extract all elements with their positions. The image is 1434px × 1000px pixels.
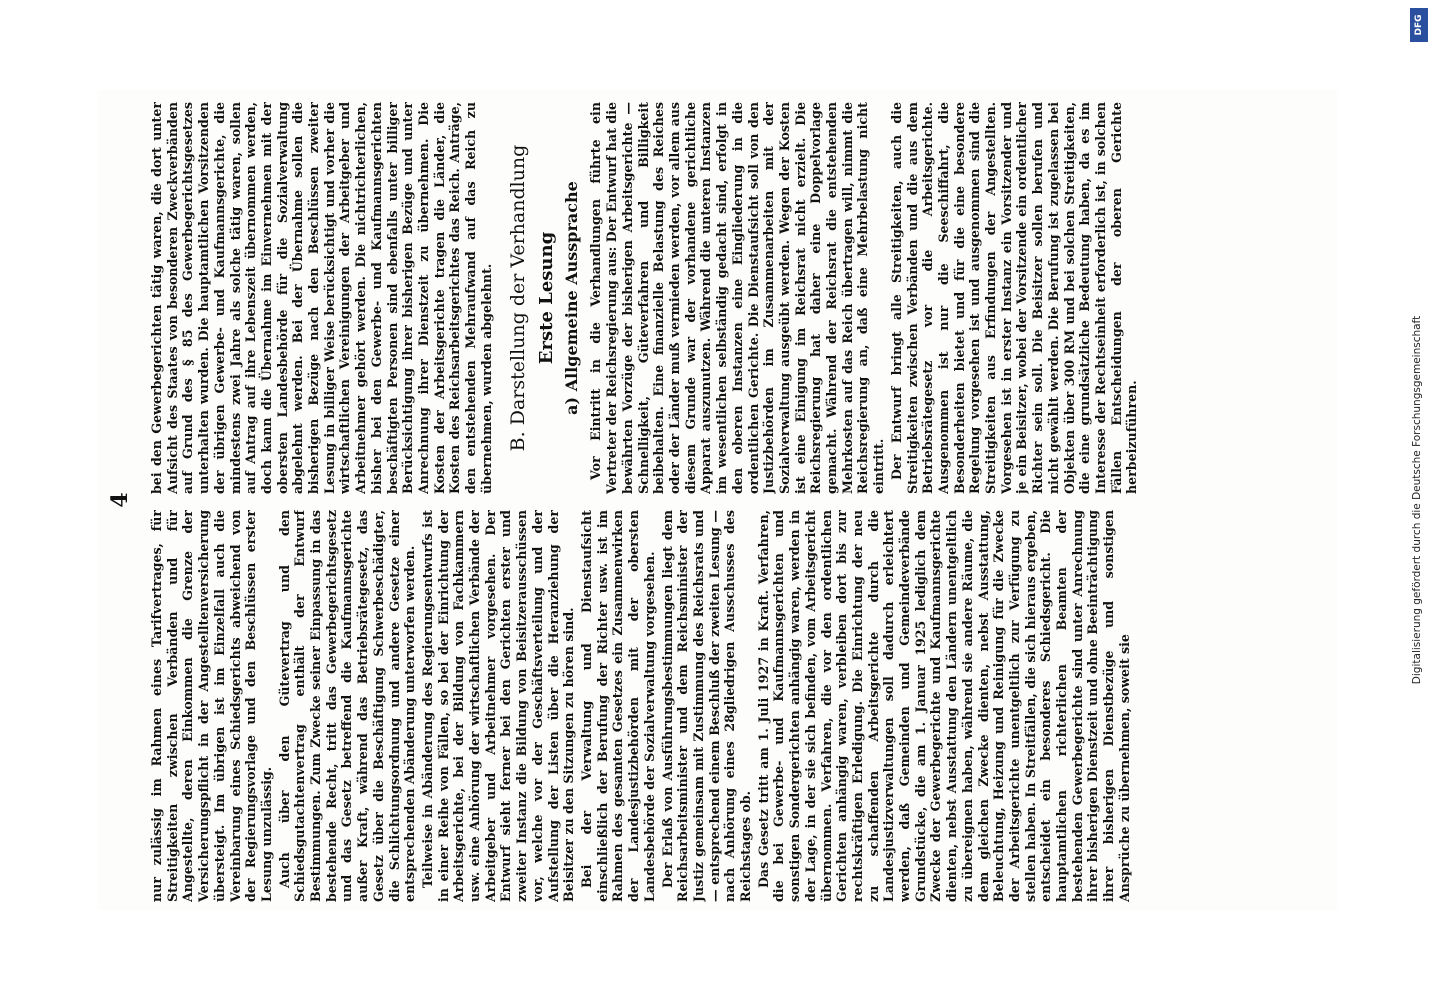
left-text-column — [149, 510, 1325, 902]
paragraph: Auch über den Gütevertrag und den Schiedsgutachtenvertrag enthält der Entwurf Bestimmungen. Zum Zwecke seiner Einpassung in das bestehende Recht, tritt das Gewerbegerichtsgesetz und das Gesetz betreffend die Kaufmannsgerichte außer Kraft, während das Betriebsrätegesetz, das Gesetz über die Beschäftigung Schwerbeschädigter, die Schlichtungsordnung und andere Gesetze einer entsprechenden Abänderung unterworfen werden. — [276, 510, 418, 902]
subsection-heading: Erste Lesung — [536, 231, 558, 365]
digitization-note — [1402, 0, 1432, 1000]
paragraph: Bei der Verwaltung und Dienstaufsicht einschließlich der Berufung der Richter usw. ist im Rahmen des gesamten Gesetzes ein Zusammenwirken der Landesjustizbehörden mit der obersten Landesbehörde der Sozialverwaltung vorgesehen. — [578, 510, 657, 902]
paragraph: Teilweise in Abänderung des Regierungsentwurfs ist in einer Reihe von Fällen, so bei der Einrichtung der Arbeitsgerichte, bei der Bildung von Fachkammern usw. eine Anhörung der wirtschaftlichen Verbände der Arbeitgeber und Arbeitnehmer vorgesehen. Der Entwurf sieht ferner bei den Gerichten erster und zweiter Instanz die Bildung von Beisitzerausschüssen vor, welche vor der Geschäftsverteilung und der Aufstellung der Listen über die Heranziehung der Beisitzer zu den Sitzungen zu hören sind. — [419, 510, 577, 902]
paragraph: bei den Gewerbegerichten tätig waren, die dort unter Aufsicht des Staates von besonderen Zweckverbänden auf Grund des § 85 des Gewerbegerichtsgesetzes unterhalten wurden. Die hauptamtlichen Vorsitzenden der übrigen Gewerbe- und Kaufmannsgerichte, die mindestens zwei Jahre als solche tätig waren, sollen auf Antrag auf ihre Lebenszeit übernommen werden, doch kann die Übernahme im Einvernehmen mit der obersten Landesbehörde für die Sozialverwaltung abgelehnt werden. Bei der Übernahme sollen die bisherigen Bezüge nach den Beschlüssen zweiter Lesung in billiger Weise berücksichtigt und vorher die wirtschaftlichen Vereinigungen der Arbeitgeber und Arbeitnehmer gehört werden. Die nichtrichterlichen, bisher bei den Gewerbe- und Kaufmannsgerichten beschäftigten Personen sind ebenfalls unter billiger Berücksichtigung ihrer bisherigen Bezüge und unter Anrechnung ihrer Dienstzeit zu übernehmen. Die Kosten der Arbeitsgerichte tragen die Länder, die Kosten des Reichsarbeitsgerichtes das Reich. Anträge, den entstehenden Mehraufwand auf das Reich zu übernehmen, wurden abgelehnt. — [149, 102, 494, 494]
page-number: 4 — [107, 492, 133, 508]
paragraph: Vor Eintritt in die Verhandlungen führte ein Vertreter der Reichsregierung aus: Der Entwurf hat die bewährten Vorzüge der bisherigen Arbeitsgerichte — Schnelligkeit, Güteverfahren und Billigkeit beibehalten. Eine finanzielle Belastung des Reiches oder der Länder muß vermieden werden, vor allem aus diesem Grunde war der vorhandene gerichtliche Apparat auszunutzen. Während die unteren Instanzen im wesentlichen selbständig gedacht sind, erfolgt in den oberen Instanzen eine Eingliederung in die ordentlichen Gerichte. Die Dienstaufsicht soll von den Justizbehörden im Zusammenarbeiten mit der Sozialverwaltung ausgeübt werden. Wegen der Kosten ist eine Einigung im Reichsrat nicht erzielt. Die Reichsregierung hat daher eine Doppelvorlage gemacht. Während der Reichsrat die entstehenden Mehrkosten auf das Reich übertragen will, nimmt die Reichsregierung an, daß eine Mehrbelastung nicht eintritt. — [588, 102, 887, 494]
sub-subsection-heading: a) Allgemeine Aussprache — [562, 181, 582, 415]
paragraph: Der Erlaß von Ausführungsbestimmungen liegt dem Reichsarbeitsminister und dem Reichsminister der Justiz gemeinsam mit Zustimmung des Reichsrats und — entsprechend einem Beschluß der zweiten Lesung — nach Anhörung eines 28gliedrigen Ausschusses des Reichstages ob. — [659, 510, 754, 902]
section-heading: B. Darstellung der Verhandlung — [507, 144, 530, 452]
paragraph: nur zulässig im Rahmen eines Tarifvertrages, für Streitigkeiten zwischen Verbänden und für Angestellte, deren Einkommen die Grenze der Versicherungspflicht in der Angestelltenversicherung übersteigt. Im übrigen ist im Einzelfall auch die Vereinbarung eines Schiedsgerichts abweichend von der Regierungsvorlage und den Beschlüssen erster Lesung unzulässig. — [149, 510, 274, 902]
right-text-column — [149, 102, 1325, 494]
rotated-document-page — [97, 90, 1337, 910]
paragraph: Das Gesetz tritt am 1. Juli 1927 in Kraft. Verfahren, die bei Gewerbe- und Kaufmannsgerichten und sonstigen Sondergerichten anhängig waren, werden in der Lage, in der sie sich befinden, vom Arbeitsgericht übernommen. Verfahren, die vor den ordentlichen Gerichten anhängig waren, verbleiben dort bis zur rechtskräftigen Erledigung. Die Einrichtung der neu zu schaffenden Arbeitsgerichte durch die Landesjustizverwaltungen soll dadurch erleichtert werden, daß Gemeinden und Gemeindeverbände Grundstücke, die am 1. Januar 1925 lediglich dem Zwecke der Gewerbegerichte und Kaufmannsgerichte dienten, nebst Ausstattung den Ländern unentgeltlich zu übereignen haben, während sie andere Räume, die dem gleichen Zwecke dienten, nebst Ausstattung, Beleuchtung, Heizung und Reinigung für die Zwecke der Arbeitsgerichte unentgeltlich zur Verfügung zu stellen haben. In Streitfällen, die sich hieraus ergeben, entscheidet ein besonderes Schiedsgericht. Die hauptamtlichen richterlichen Beamten der bestehenden Gewerbegerichte sind unter Anrechnung ihrer bisherigen Dienstzeit und ohne Beeinträchtigung ihrer bisherigen Dienstbezüge und sonstigen Ansprüche zu übernehmen, soweit sie — [755, 510, 1132, 902]
dfg-logo — [1410, 8, 1428, 42]
digitization-note-text: Digitalisierung gefördert durch die Deutsche Forschungsgemeinschaft — [1411, 315, 1423, 685]
dfg-logo-text: DFG — [1414, 14, 1424, 36]
paragraph: Der Entwurf bringt alle Streitigkeiten, auch die Streitigkeiten zwischen Verbänden und die aus dem Betriebsrätegesetz vor die Arbeitsgerichte. Ausgenommen ist nur die Seeschiffahrt, die Besonderheiten bietet und für die eine besondere Regelung vorgesehen ist und ausgenommen sind die Streitigkeiten aus Erfindungen der Angestellten. Vorgesehen ist in erster Instanz ein Vorsitzender und je ein Beisitzer, wobei der Vorsitzende ein ordentlicher Richter sein soll. Die Beisitzer sollen berufen und nicht gewählt werden. Die Berufung ist zugelassen bei Objekten über 300 RM und bei solchen Streitigkeiten, die eine grundsätzliche Bedeutung haben, da es im Interesse der Rechtseinheit erforderlich ist, in solchen Fällen Entscheidungen der oberen Gerichte herbeizuführen. — [888, 102, 1140, 494]
